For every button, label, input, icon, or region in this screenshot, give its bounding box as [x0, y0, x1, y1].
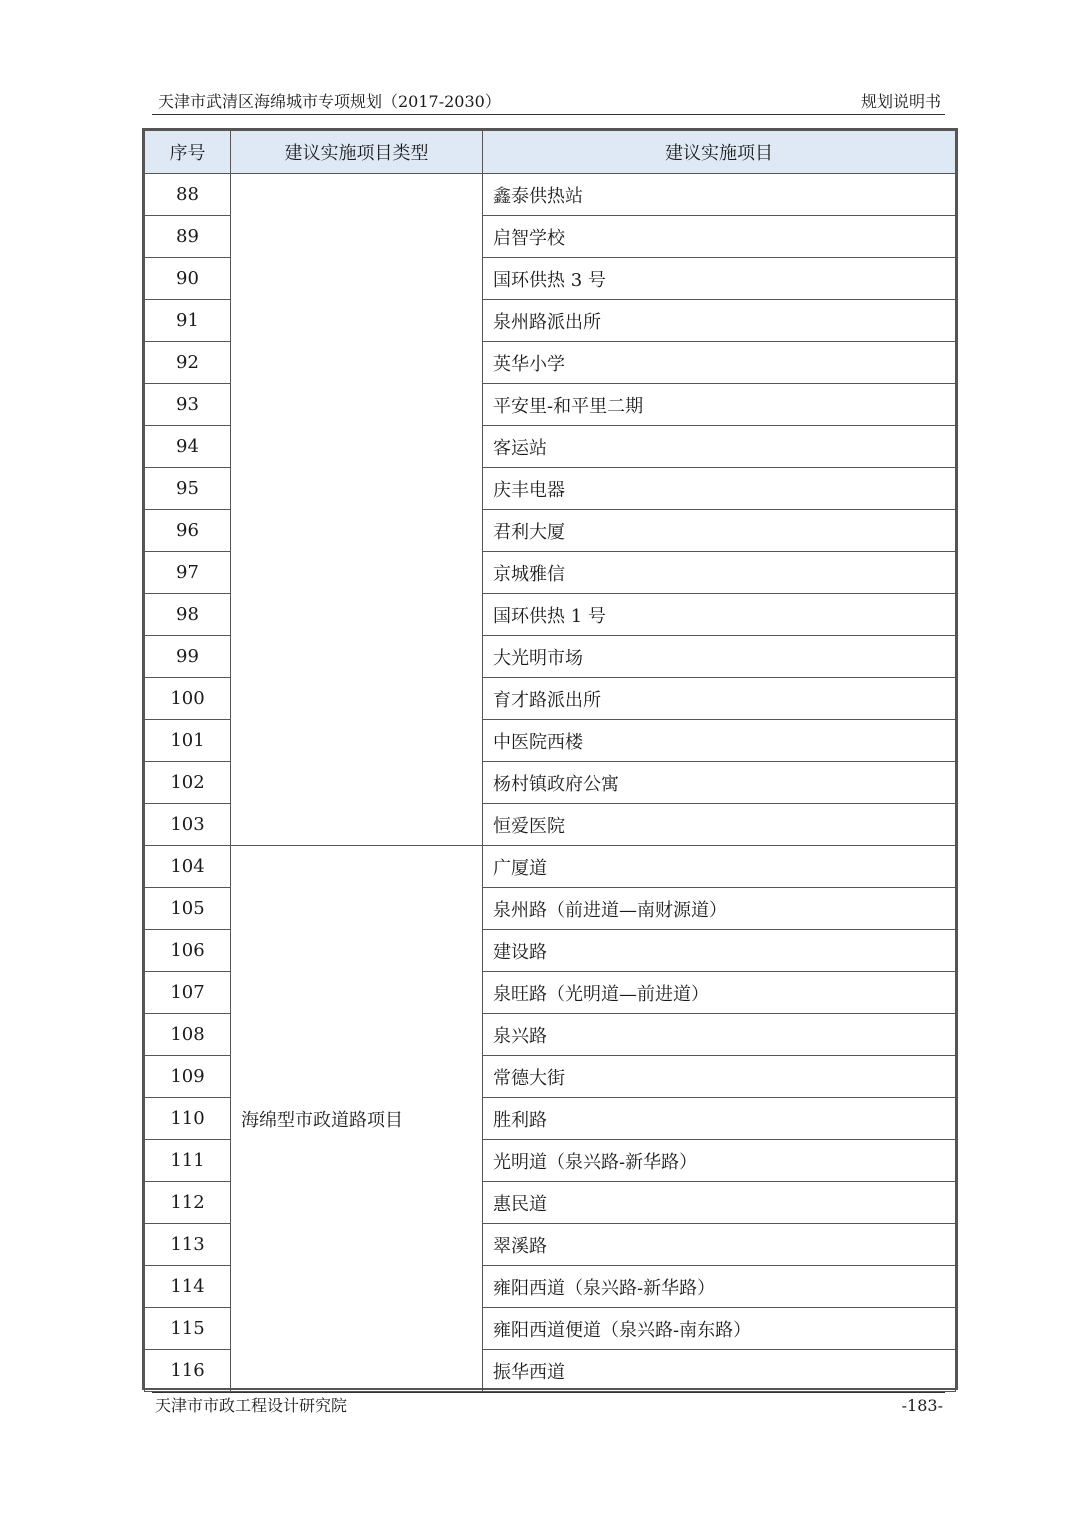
row-number-cell: 103 [145, 804, 231, 846]
project-name-cell: 泉州路派出所 [483, 300, 956, 342]
project-name-cell: 杨村镇政府公寓 [483, 762, 956, 804]
project-name-cell: 客运站 [483, 426, 956, 468]
row-number-cell: 109 [145, 1056, 231, 1098]
column-header-project: 建议实施项目 [483, 131, 956, 174]
table-header [145, 131, 956, 174]
row-number-cell: 89 [145, 216, 231, 258]
project-name-cell: 雍阳西道（泉兴路-新华路） [483, 1266, 956, 1308]
row-number-cell: 116 [145, 1350, 231, 1392]
project-name-cell: 恒爱医院 [483, 804, 956, 846]
row-number-cell: 100 [145, 678, 231, 720]
table-header-row [145, 131, 956, 174]
row-number-cell: 99 [145, 636, 231, 678]
project-name-cell: 庆丰电器 [483, 468, 956, 510]
row-number-cell: 96 [145, 510, 231, 552]
project-name-cell: 惠民道 [483, 1182, 956, 1224]
project-name-cell: 启智学校 [483, 216, 956, 258]
project-name-cell: 翠溪路 [483, 1224, 956, 1266]
row-number-cell: 106 [145, 930, 231, 972]
page-footer [152, 1392, 945, 1419]
project-name-cell: 平安里-和平里二期 [483, 384, 956, 426]
document-section: 规划说明书 [860, 92, 941, 111]
row-number-cell: 110 [145, 1098, 231, 1140]
row-number-cell: 114 [145, 1266, 231, 1308]
project-type-cell: 海绵型市政道路项目 [231, 846, 483, 1392]
page-header [152, 90, 945, 115]
row-number-cell: 88 [145, 174, 231, 216]
document-title: 天津市武清区海绵城市专项规划（2017-2030） [158, 92, 501, 111]
project-name-cell: 泉兴路 [483, 1014, 956, 1056]
row-number-cell: 104 [145, 846, 231, 888]
project-name-cell: 育才路派出所 [483, 678, 956, 720]
page-number: -183- [901, 1396, 943, 1415]
row-number-cell: 90 [145, 258, 231, 300]
project-name-cell: 建设路 [483, 930, 956, 972]
row-number-cell: 102 [145, 762, 231, 804]
project-table [144, 130, 956, 1392]
project-name-cell: 君利大厦 [483, 510, 956, 552]
project-name-cell: 光明道（泉兴路-新华路） [483, 1140, 956, 1182]
row-number-cell: 98 [145, 594, 231, 636]
institute-name: 天津市市政工程设计研究院 [155, 1396, 348, 1415]
row-number-cell: 115 [145, 1308, 231, 1350]
project-name-cell: 大光明市场 [483, 636, 956, 678]
table-row [145, 846, 956, 888]
project-name-cell: 泉旺路（光明道—前进道） [483, 972, 956, 1014]
row-number-cell: 113 [145, 1224, 231, 1266]
project-name-cell: 中医院西楼 [483, 720, 956, 762]
row-number-cell: 94 [145, 426, 231, 468]
row-number-cell: 92 [145, 342, 231, 384]
row-number-cell: 105 [145, 888, 231, 930]
project-name-cell: 京城雅信 [483, 552, 956, 594]
project-type-cell [231, 174, 483, 846]
project-name-cell: 国环供热 3 号 [483, 258, 956, 300]
column-header-type: 建议实施项目类型 [231, 131, 483, 174]
row-number-cell: 95 [145, 468, 231, 510]
row-number-cell: 107 [145, 972, 231, 1014]
project-name-cell: 胜利路 [483, 1098, 956, 1140]
row-number-cell: 97 [145, 552, 231, 594]
project-name-cell: 常德大街 [483, 1056, 956, 1098]
row-number-cell: 93 [145, 384, 231, 426]
row-number-cell: 112 [145, 1182, 231, 1224]
column-header-no: 序号 [145, 131, 231, 174]
project-table-frame [142, 128, 958, 1390]
row-number-cell: 111 [145, 1140, 231, 1182]
project-name-cell: 鑫泰供热站 [483, 174, 956, 216]
project-name-cell: 英华小学 [483, 342, 956, 384]
row-number-cell: 91 [145, 300, 231, 342]
project-name-cell: 国环供热 1 号 [483, 594, 956, 636]
project-name-cell: 广厦道 [483, 846, 956, 888]
row-number-cell: 108 [145, 1014, 231, 1056]
row-number-cell: 101 [145, 720, 231, 762]
project-name-cell: 泉州路（前进道—南财源道） [483, 888, 956, 930]
table-row [145, 174, 956, 216]
table-body [145, 174, 956, 1392]
project-name-cell: 振华西道 [483, 1350, 956, 1392]
project-name-cell: 雍阳西道便道（泉兴路-南东路） [483, 1308, 956, 1350]
